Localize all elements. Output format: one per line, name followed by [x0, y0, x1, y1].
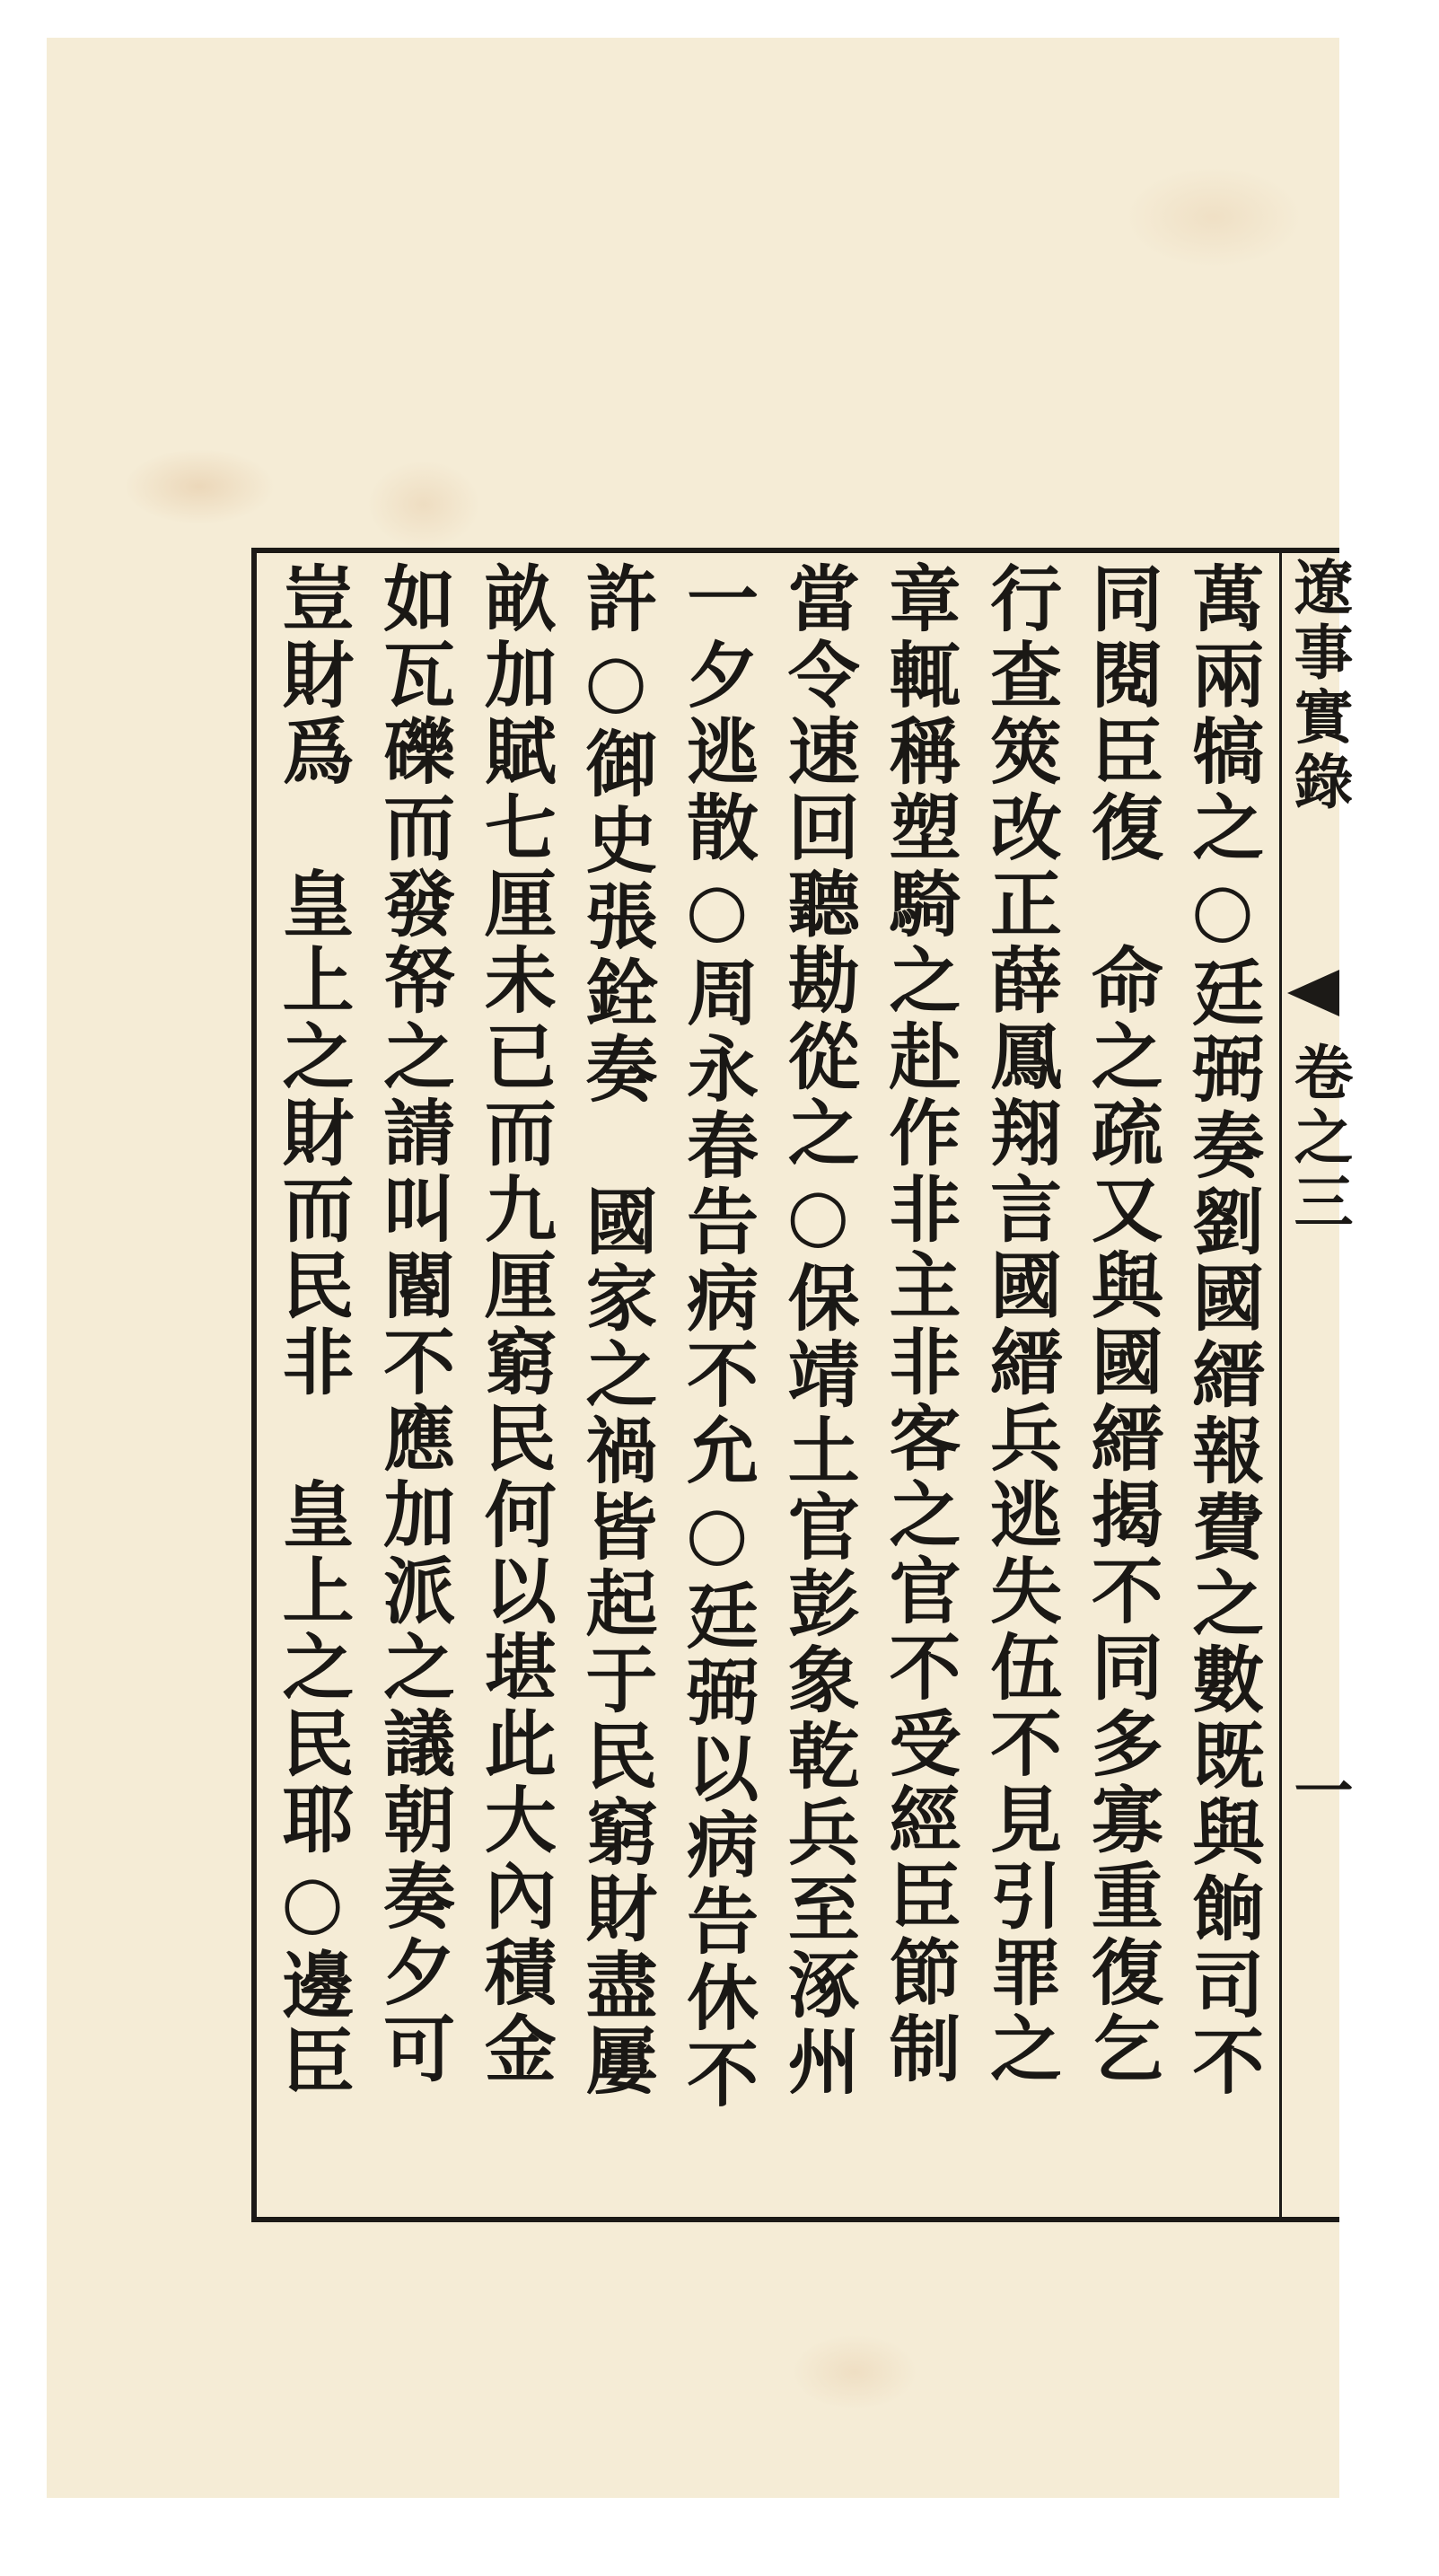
text-column: 章輒稱塑騎之赴作非主非客之官不受經臣節制 [876, 561, 961, 2088]
text-column: 萬兩犒之○廷弼奏劉國縉報費之數既與餉司不 [1180, 561, 1265, 2100]
center-margin-heading [1284, 557, 1354, 2209]
text-column: 如瓦礫而發帑之請叫閽不應加派之議朝奏夕可 [371, 561, 456, 2088]
text-column: 當令速回聽勘從之○保靖土官彭象乾兵至涿州 [776, 561, 861, 2100]
page-number: 一 [1284, 1760, 1354, 1819]
vertical-text-body [262, 561, 1273, 2213]
text-column: 行查筴改正薛鳳翔言國縉兵逃失伍不見引罪之 [978, 561, 1063, 2088]
center-gutter-line [1279, 548, 1282, 2222]
text-column: 同閱臣復 命之疏又與國縉揭不同多寡重復乞 [1079, 561, 1164, 2088]
text-column: 許○御史張銓奏 國家之禍皆起于民窮財盡屢 [573, 561, 658, 2100]
text-column: 畝加賦七厘未已而九厘窮民何以堪此大內積金 [472, 561, 557, 2088]
text-column: 豈財爲 皇上之財而民非 皇上之民耶○邊臣 [270, 561, 355, 2100]
running-title: 遼事實錄 [1284, 557, 1354, 815]
volume-label: 卷之三 [1284, 1042, 1354, 1235]
text-column: 一夕逃散○周永春告病不允○廷弼以病告休不 [674, 561, 759, 2113]
